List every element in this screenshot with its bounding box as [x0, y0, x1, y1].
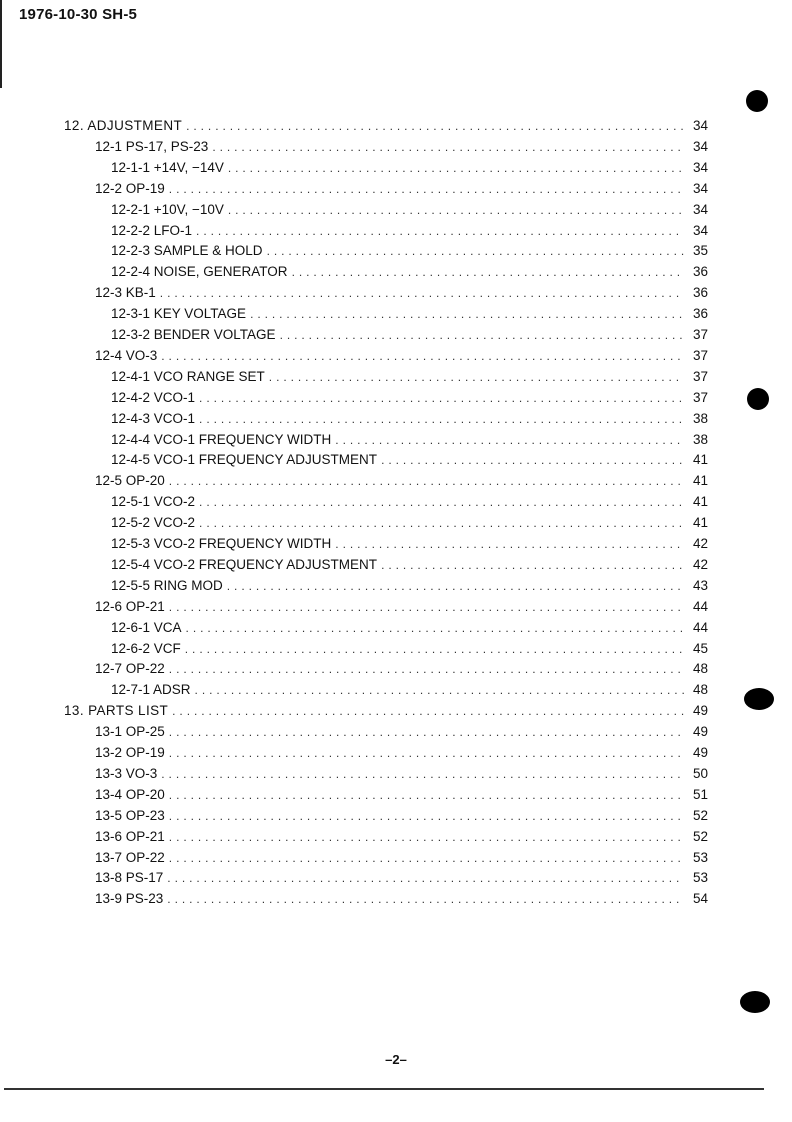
toc-entry-title: 13-7 OP-22: [95, 850, 165, 865]
toc-entry-page: 41: [692, 494, 708, 509]
toc-entry: [95, 283, 708, 301]
dot-leader: [269, 369, 684, 385]
toc-entry: [111, 304, 708, 322]
punch-hole-mark: [744, 688, 774, 710]
toc-entry: [95, 471, 708, 489]
toc-entry-page: 42: [692, 557, 708, 572]
punch-hole-mark: [747, 388, 769, 410]
toc-entry-title: 13-9 PS-23: [95, 891, 164, 906]
toc-entry-page: 48: [692, 682, 708, 697]
toc-entry-title: 12-2-4 NOISE, GENERATOR: [111, 264, 288, 279]
toc-entry-page: 37: [692, 327, 708, 342]
dot-leader: [161, 766, 684, 782]
toc-entry: [95, 848, 708, 866]
toc-entry: [111, 680, 708, 698]
toc-entry-page: 50: [692, 766, 708, 781]
toc-entry-page: 43: [692, 578, 708, 593]
toc-entry: [111, 618, 708, 636]
toc-entry-title: 13-2 OP-19: [95, 745, 165, 760]
toc-entry: [95, 868, 708, 886]
toc-entry-page: 53: [692, 850, 708, 865]
toc-entry: [111, 158, 708, 176]
toc-entry-page: 45: [692, 641, 708, 656]
punch-hole-mark: [746, 90, 768, 112]
toc-entry-page: 34: [692, 139, 708, 154]
toc-entry-title: 12-2-1 +10V, −10V: [111, 202, 224, 217]
toc-entry-page: 34: [692, 223, 708, 238]
toc-entry: [64, 116, 708, 134]
toc-entry-page: 48: [692, 661, 708, 676]
toc-entry: [95, 137, 708, 155]
toc-entry: [95, 827, 708, 845]
toc-entry-title: 12-4 VO-3: [95, 348, 158, 363]
toc-entry-title: 12-4-4 VCO-1 FREQUENCY WIDTH: [111, 432, 332, 447]
toc-entry: [95, 722, 708, 740]
toc-entry-title: 13-8 PS-17: [95, 870, 164, 885]
toc-entry-page: 34: [692, 181, 708, 196]
toc-entry-page: 41: [692, 473, 708, 488]
dot-leader: [196, 223, 684, 239]
toc-entry-page: 34: [692, 118, 708, 133]
toc-entry-page: 44: [692, 620, 708, 635]
dot-leader: [381, 557, 684, 573]
dot-leader: [199, 390, 684, 406]
dot-leader: [169, 745, 684, 761]
toc-entry-page: 38: [692, 411, 708, 426]
dot-leader: [227, 578, 684, 594]
dot-leader: [212, 139, 684, 155]
toc-entry-title: 13. PARTS LIST: [64, 703, 169, 718]
dot-leader: [169, 808, 684, 824]
toc-entry-title: 12-6-2 VCF: [111, 641, 181, 656]
toc-entry-page: 41: [692, 515, 708, 530]
toc-entry: [111, 241, 708, 259]
toc-entry: [111, 492, 708, 510]
dot-leader: [292, 264, 684, 280]
dot-leader: [169, 724, 684, 740]
dot-leader: [335, 536, 684, 552]
dot-leader: [185, 641, 684, 657]
dot-leader: [169, 599, 684, 615]
toc-entry-page: 36: [692, 264, 708, 279]
toc-entry-title: 13-3 VO-3: [95, 766, 158, 781]
toc-entry-title: 13-1 OP-25: [95, 724, 165, 739]
dot-leader: [335, 432, 684, 448]
toc-entry-title: 12-5-5 RING MOD: [111, 578, 223, 593]
toc-entry-page: 49: [692, 724, 708, 739]
toc-entry-title: 12-5-1 VCO-2: [111, 494, 196, 509]
toc-entry-title: 12-7 OP-22: [95, 661, 165, 676]
toc-entry: [111, 430, 708, 448]
toc-entry-title: 12-7-1 ADSR: [111, 682, 191, 697]
toc-entry: [111, 221, 708, 239]
dot-leader: [199, 515, 684, 531]
dot-leader: [169, 473, 684, 489]
toc-entry-title: 12-5 OP-20: [95, 473, 165, 488]
toc-entry-title: 12-2 OP-19: [95, 181, 165, 196]
dot-leader: [169, 829, 684, 845]
toc-entry-title: 12-3 KB-1: [95, 285, 156, 300]
dot-leader: [169, 181, 684, 197]
toc-entry-title: 13-4 OP-20: [95, 787, 165, 802]
toc-entry: [95, 179, 708, 197]
toc-entry-page: 34: [692, 202, 708, 217]
dot-leader: [161, 348, 684, 364]
toc-entry-page: 41: [692, 452, 708, 467]
dot-leader: [199, 494, 684, 510]
toc-entry-page: 37: [692, 390, 708, 405]
toc-entry: [95, 764, 708, 782]
toc-entry-page: 54: [692, 891, 708, 906]
toc-entry-page: 52: [692, 829, 708, 844]
toc-entry: [111, 388, 708, 406]
toc-entry-title: 12-5-3 VCO-2 FREQUENCY WIDTH: [111, 536, 332, 551]
toc-entry-title: 13-5 OP-23: [95, 808, 165, 823]
toc-entry: [111, 262, 708, 280]
toc-entry-page: 53: [692, 870, 708, 885]
toc-entry-page: 42: [692, 536, 708, 551]
toc-entry-title: 12-2-3 SAMPLE & HOLD: [111, 243, 263, 258]
dot-leader: [250, 306, 684, 322]
toc-entry-page: 44: [692, 599, 708, 614]
toc-entry-page: 52: [692, 808, 708, 823]
dot-leader: [195, 682, 684, 698]
toc-entry-page: 36: [692, 306, 708, 321]
dot-leader: [186, 118, 684, 134]
toc-entry: [111, 409, 708, 427]
toc-entry: [111, 576, 708, 594]
toc-entry-title: 12-2-2 LFO-1: [111, 223, 193, 238]
toc-entry-title: 12-4-3 VCO-1: [111, 411, 196, 426]
bottom-rule: [4, 1088, 764, 1090]
toc-entry: [111, 639, 708, 657]
dot-leader: [280, 327, 684, 343]
toc-entry-page: 49: [692, 703, 708, 718]
toc-entry-page: 49: [692, 745, 708, 760]
toc-entry-title: 12-6-1 VCA: [111, 620, 182, 635]
toc-entry-page: 34: [692, 160, 708, 175]
toc-entry-page: 36: [692, 285, 708, 300]
dot-leader: [267, 243, 684, 259]
toc-entry-title: 12. ADJUSTMENT: [64, 118, 183, 133]
toc-entry: [95, 346, 708, 364]
page-number: –2–: [385, 1052, 407, 1067]
toc-entry: [95, 785, 708, 803]
toc-entry-title: 12-1 PS-17, PS-23: [95, 139, 209, 154]
dot-leader: [381, 452, 684, 468]
toc-entry-title: 12-3-1 KEY VOLTAGE: [111, 306, 247, 321]
toc-entry: [111, 534, 708, 552]
toc-entry: [111, 325, 708, 343]
dot-leader: [186, 620, 684, 636]
toc-entry-title: 12-3-2 BENDER VOLTAGE: [111, 327, 276, 342]
toc-entry: [111, 513, 708, 531]
toc-entry: [64, 701, 708, 719]
dot-leader: [172, 703, 684, 719]
dot-leader: [160, 285, 684, 301]
toc-entry-title: 12-6 OP-21: [95, 599, 165, 614]
toc-entry-page: 37: [692, 369, 708, 384]
toc-entry-page: 35: [692, 243, 708, 258]
toc-entry: [95, 889, 708, 907]
dot-leader: [169, 661, 684, 677]
dot-leader: [228, 160, 684, 176]
toc-entry-title: 13-6 OP-21: [95, 829, 165, 844]
dot-leader: [167, 891, 684, 907]
toc-entry-title: 12-4-2 VCO-1: [111, 390, 196, 405]
dot-leader: [169, 850, 684, 866]
dot-leader: [167, 870, 684, 886]
toc-entry: [111, 367, 708, 385]
toc-entry: [95, 597, 708, 615]
toc-entry: [111, 200, 708, 218]
dot-leader: [199, 411, 684, 427]
toc-entry: [111, 555, 708, 573]
toc-entry: [95, 659, 708, 677]
toc-entry-title: 12-1-1 +14V, −14V: [111, 160, 224, 175]
toc-entry-page: 51: [692, 787, 708, 802]
toc-entry: [111, 450, 708, 468]
toc-entry-page: 38: [692, 432, 708, 447]
toc-entry-title: 12-5-4 VCO-2 FREQUENCY ADJUSTMENT: [111, 557, 378, 572]
document-id: 1976-10-30 SH-5: [19, 6, 138, 23]
dot-leader: [228, 202, 684, 218]
toc-entry: [95, 806, 708, 824]
dot-leader: [169, 787, 684, 803]
toc-entry-page: 37: [692, 348, 708, 363]
toc-entry-title: 12-4-5 VCO-1 FREQUENCY ADJUSTMENT: [111, 452, 378, 467]
toc-entry-title: 12-5-2 VCO-2: [111, 515, 196, 530]
toc-entry-title: 12-4-1 VCO RANGE SET: [111, 369, 265, 384]
toc-entry: [95, 743, 708, 761]
punch-hole-mark: [740, 991, 770, 1013]
